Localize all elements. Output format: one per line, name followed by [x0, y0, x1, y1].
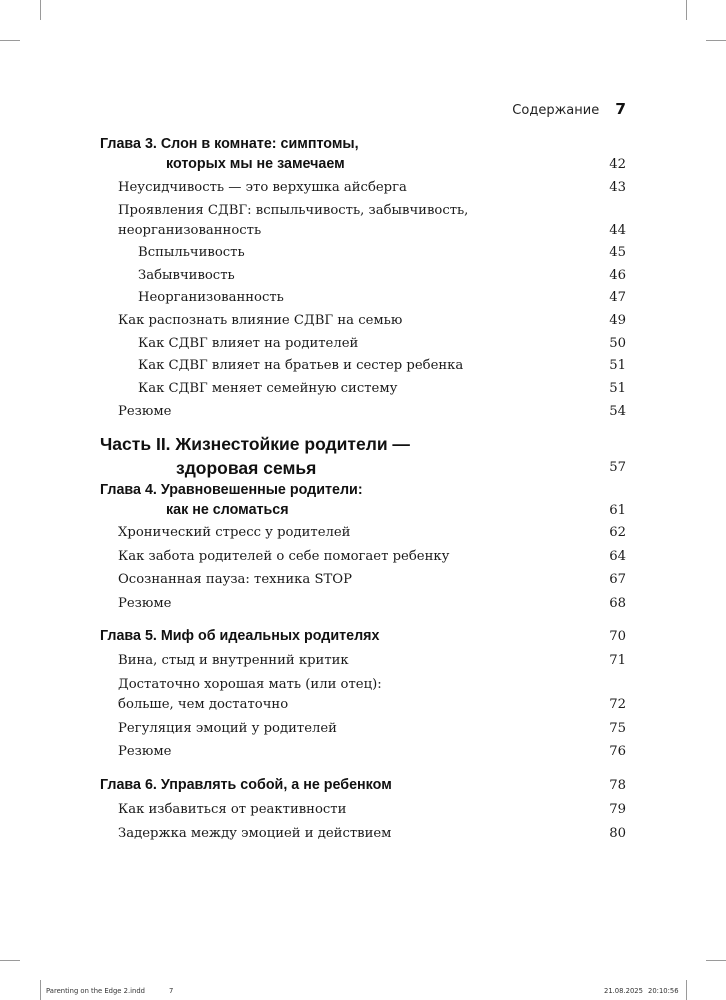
toc-page-number: 49 [609, 313, 626, 328]
toc-entry-title: Резюме [118, 404, 172, 419]
toc-page-number: 51 [609, 358, 626, 373]
crop-mark [706, 40, 726, 41]
toc-page-number: 54 [609, 404, 626, 419]
toc-entry-title: Осознанная пауза: техника STOP [118, 572, 352, 587]
toc-page-number: 57 [609, 460, 626, 475]
toc-entry[interactable] [100, 313, 626, 333]
footer-time: 20:10:56 [648, 987, 679, 995]
toc-page-number: 70 [609, 629, 626, 644]
toc-page-number: 76 [609, 744, 626, 759]
toc-page-number: 64 [609, 549, 626, 564]
toc-page-number: 78 [609, 778, 626, 793]
toc-page-number: 50 [609, 336, 626, 351]
toc-chapter-6[interactable] [100, 777, 626, 799]
toc-chapter-title-cont: которых мы не замечаем [166, 156, 345, 172]
toc-entry[interactable] [100, 245, 626, 265]
toc-entry[interactable] [100, 549, 626, 569]
crop-mark [40, 0, 41, 20]
toc-entry-title-cont: больше, чем достаточно [118, 697, 289, 712]
running-head [512, 100, 626, 118]
toc-entry-title: Резюме [118, 596, 172, 611]
toc-entry[interactable] [100, 826, 626, 846]
toc-page-number: 46 [609, 268, 626, 283]
toc-chapter-title: Глава 3. Слон в комнате: симптомы, [100, 136, 359, 152]
footer-filename: Parenting on the Edge 2.indd [46, 987, 145, 995]
toc-chapter-title-cont: как не сломаться [166, 502, 289, 518]
toc-page-number: 47 [609, 290, 626, 305]
toc-entry-title: Как забота родителей о себе помогает ребенку [118, 549, 450, 564]
toc-page-number: 71 [609, 653, 626, 668]
running-head-title: Содержание [512, 103, 600, 118]
toc-page-number: 45 [609, 245, 626, 260]
toc-chapter-title: Глава 5. Миф об идеальных родителях [100, 628, 380, 644]
toc-page-number: 72 [609, 697, 626, 712]
toc-entry[interactable] [100, 525, 626, 545]
toc-entry[interactable] [100, 358, 626, 378]
toc-part-title: Часть II. Жизнестойкие родители — [100, 434, 410, 454]
toc-page-number: 75 [609, 721, 626, 736]
toc-chapter-5[interactable] [100, 628, 626, 650]
toc-entry-title-cont: неорганизованность [118, 223, 262, 238]
toc-entry-title: Неусидчивость — это верхушка айсберга [118, 180, 407, 195]
toc-chapter-title: Глава 6. Управлять собой, а не ребенком [100, 777, 392, 793]
toc-page-number: 68 [609, 596, 626, 611]
crop-mark [0, 960, 20, 961]
toc-entry[interactable] [100, 180, 626, 200]
toc-entry-title: Как СДВГ влияет на братьев и сестер ребенка [138, 358, 464, 373]
toc-entry[interactable] [100, 203, 626, 243]
toc-page-number: 67 [609, 572, 626, 587]
toc-entry[interactable] [100, 336, 626, 356]
toc-entry-title: Задержка между эмоцией и действием [118, 826, 392, 841]
toc-entry[interactable] [100, 404, 626, 424]
toc-page-number: 62 [609, 525, 626, 540]
toc-entry-title: Забывчивость [138, 268, 235, 283]
toc-entry-title: Как распознать влияние СДВГ на семью [118, 313, 403, 328]
toc-entry-title: Регуляция эмоций у родителей [118, 721, 337, 736]
toc-chapter-3[interactable] [100, 136, 626, 176]
toc-part-2[interactable] [100, 434, 626, 482]
toc-page-number: 51 [609, 381, 626, 396]
crop-mark [706, 960, 726, 961]
toc-entry[interactable] [100, 596, 626, 616]
running-head-page-number: 7 [615, 100, 626, 118]
toc-entry-title: Резюме [118, 744, 172, 759]
toc-entry[interactable] [100, 802, 626, 822]
toc-entry[interactable] [100, 268, 626, 288]
toc-entry-title: Вина, стыд и внутренний критик [118, 653, 349, 668]
toc-entry[interactable] [100, 290, 626, 310]
toc-entry-title: Неорганизованность [138, 290, 284, 305]
toc-entry[interactable] [100, 572, 626, 592]
toc-entry[interactable] [100, 744, 626, 764]
toc-entry-title: Проявления СДВГ: вспыльчивость, забывчивость, [118, 203, 469, 218]
toc-chapter-title: Глава 4. Уравновешенные родители: [100, 482, 363, 498]
toc-part-title-cont: здоровая семья [176, 458, 317, 478]
toc-chapter-4[interactable] [100, 482, 626, 522]
footer-date: 21.08.2025 [604, 987, 643, 995]
toc-entry-title: Хронический стресс у родителей [118, 525, 351, 540]
toc-page-number: 43 [609, 180, 626, 195]
toc-entry-title: Как СДВГ меняет семейную систему [138, 381, 398, 396]
toc-entry[interactable] [100, 381, 626, 401]
toc-page-number: 61 [609, 503, 626, 518]
crop-mark [686, 0, 687, 20]
toc-entry[interactable] [100, 721, 626, 741]
toc-entry-title: Как избавиться от реактивности [118, 802, 347, 817]
toc-entry[interactable] [100, 677, 626, 717]
toc-entry-title: Достаточно хорошая мать (или отец): [118, 677, 382, 692]
toc-page-number: 42 [609, 157, 626, 172]
toc-entry-title: Вспыльчивость [138, 245, 245, 260]
toc-entry[interactable] [100, 653, 626, 673]
toc-entry-title: Как СДВГ влияет на родителей [138, 336, 359, 351]
crop-mark [0, 40, 20, 41]
footer-page: 7 [169, 987, 174, 995]
toc-page-number: 44 [609, 223, 626, 238]
crop-mark [686, 980, 687, 1000]
toc-page-number: 79 [609, 802, 626, 817]
toc-page-number: 80 [609, 826, 626, 841]
crop-mark [40, 980, 41, 1000]
